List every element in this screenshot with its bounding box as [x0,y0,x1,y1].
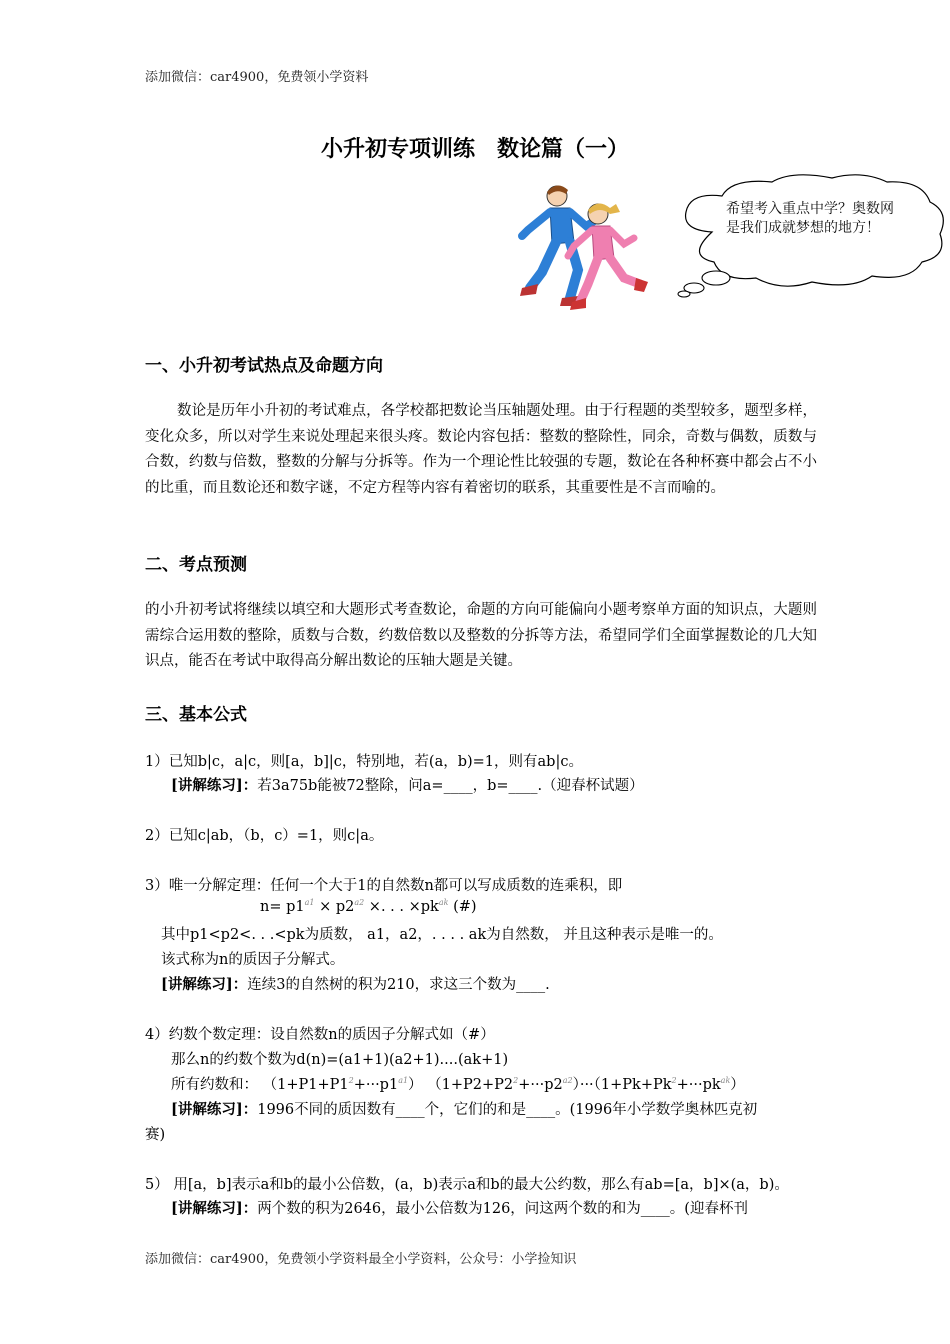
formula-4-exercise-cont: 赛) [145,1127,166,1143]
formula-3-line2: 其中p1<p2<. . .<pk为质数， a1，a2，. . . . ak为自然数， 并且这种表示是唯一的。 [161,927,723,943]
formula-5: 5） 用[a，b]表示a和b的最小公倍数，(a，b)表示a和b的最大公约数，那么有ab=[a，b]×(a，b)。 [145,1177,789,1193]
formula-4: 4）约数个数定理：设自然数n的质因子分解式如（#） [145,1027,495,1043]
section-body-forecast: 的小升初考试将继续以填空和大题形式考查数论，命题的方向可能偏向小题考察单方面的知识点，大题则需综合运用数的整除，质数与合数，约数倍数以及整数的分拆等方法，希望同学们全面掌握数论的几大知识点，能否在考试中取得高分解出数论的压轴大题是关键。 [145,602,817,669]
formula-4-exercise: [讲解练习]：1996不同的质因数有____个，它们的和是____。(1996年小学数学奥林匹克初 [171,1101,758,1118]
formula-1: 1）已知b|c，a|c，则[a，b]|c，特别地，若(a，b)=1，则有ab|c。 [145,754,583,770]
page-footer: 添加微信：car4900，免费领小学资料最全小学资料，公众号：小学捡知识 [145,1252,577,1267]
running-kids-illustration [512,180,652,315]
formula-3-line3: 该式称为n的质因子分解式。 [161,952,345,968]
formula-1-exercise: [讲解练习]：若3a75b能被72整除，问a=____，b=____.（迎春杯试题） [171,777,644,794]
formula-3-equation: $n= p1^{a1} \times p2^{a2}$ ×. . . $\times pk^{ak}$ (#) [260,898,477,915]
section-heading-formulas: 三、基本公式 [145,705,247,725]
section-heading-forecast: 二、考点预测 [145,555,247,575]
formula-3: 3）唯一分解定理：任何一个大于1的自然数n都可以写成质数的连乘积，即 [145,878,623,894]
formula-4-line2: 那么n的约数个数为d(n)=(a1+1)(a2+1)....(ak+1) [171,1052,509,1068]
formula-4-line3: 所有约数和： $(1+P1+P1^2+\cdot\cdot\cdot p1^{a1})$ $(1+P2+P2^2+\cdot\cdot\cdot p2^{a2})\cdot\cdot\cdot(1+Pk+Pk^2+\cdot\cdot\cdot pk^{ak})$ [171,1076,745,1093]
section-heading-hotspots: 一、小升初考试热点及命题方向 [145,356,383,376]
page-title: 小升初专项训练 数论篇（一） [320,137,629,162]
section-body-hotspots: 数论是历年小升初的考试难点，各学校都把数论当压轴题处理。由于行程题的类型较多，题型多样，变化众多，所以对学生来说处理起来很头疼。数论内容包括：整数的整除性，同余，奇数与偶数，质数与合数，约数与倍数，整数的分解与分拆等。作为一个理论性比较强的专题，数论在各种杯赛中都会占不小的比重，而且数论还和数字谜，不定方程等内容有着密切的联系，其重要性是不言而喻的。 [145,403,817,496]
formula-2: 2）已知c|ab，（b，c）=1，则c|a。 [145,828,384,844]
bubble-text: 希望考入重点中学？奥数网是我们成就梦想的地方！ [726,201,894,236]
page-header: 添加微信：car4900，免费领小学资料 [145,70,369,85]
formula-5-exercise: [讲解练习]：两个数的积为2646，最小公倍数为126，问这两个数的和为____。(迎春杯刊 [171,1200,748,1217]
formula-3-exercise: [讲解练习]：连续3的自然树的积为210，求这三个数为____. [161,976,550,993]
